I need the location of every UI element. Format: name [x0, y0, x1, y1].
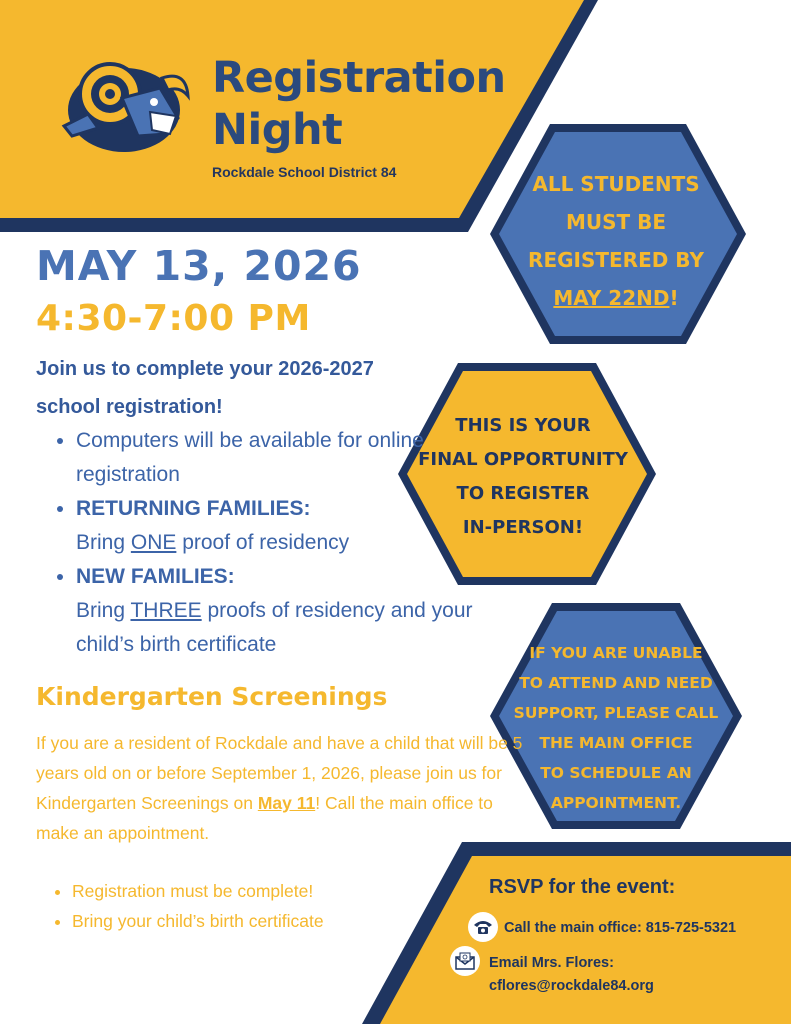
final-line-1: THIS IS YOUR [455, 415, 591, 436]
kindergarten-heading: Kindergarten Screenings [36, 682, 388, 711]
support-line-5: TO SCHEDULE AN [540, 764, 692, 782]
list-item: • Registration must be complete! [72, 876, 324, 906]
list-item [76, 560, 476, 662]
deadline-line-2: MUST BE [565, 210, 667, 234]
requirements-list [40, 424, 476, 662]
kindergarten-list [36, 876, 324, 936]
final-line-2: FINAL OPPORTUNITY [418, 449, 628, 470]
deadline-line-1: ALL STUDENTS [532, 172, 700, 196]
new-text-pre: Bring [76, 599, 131, 622]
district-name: Rockdale School District 84 [212, 164, 397, 180]
returning-families-label: RETURNING FAMILIES: [76, 497, 311, 520]
new-text-post: proofs of residency and your child’s birth certificate [76, 599, 473, 656]
returning-text-post: proof of residency [176, 531, 350, 554]
event-time: 4:30-7:00 PM [36, 298, 311, 339]
phone-icon [468, 912, 498, 942]
new-families-label: NEW FAMILIES: [76, 565, 235, 588]
returning-count: ONE [130, 531, 177, 554]
deadline-suffix: ! [669, 286, 679, 310]
final-opportunity-callout [418, 402, 628, 552]
kindergarten-text-post: ! Call the main office to make an appointment. [36, 793, 493, 843]
support-line-3: SUPPORT, PLEASE CALL [513, 704, 719, 722]
new-count: THREE [130, 599, 202, 622]
event-intro: Join us to complete your 2026-2027 school registration! [36, 358, 374, 418]
list-item: • Bring your child’s birth certificate [72, 906, 324, 936]
deadline-line-3: REGISTERED BY [528, 248, 704, 272]
phone-contact[interactable]: Call the main office: 815-725-5321 [504, 920, 737, 936]
ram-logo-icon [58, 56, 194, 156]
event-date: MAY 13, 2026 [36, 242, 362, 290]
page-title [212, 52, 506, 156]
support-callout [500, 632, 732, 824]
list-item [76, 492, 476, 560]
kindergarten-paragraph [36, 728, 526, 848]
email-label: Email Mrs. Flores: [489, 955, 614, 971]
title-line-1: Registration [212, 53, 506, 103]
support-line-2: TO ATTEND AND NEED [519, 674, 713, 692]
support-line-6: APPOINTMENT. [550, 794, 682, 812]
deadline-date: MAY 22ND [553, 286, 670, 310]
computers-text: Computers will be available for online registration [76, 429, 424, 486]
kindergarten-text-pre: If you are a resident of Rockdale and have a child that will be 5 years old on or before September 1, 2026, please join us for Kindergarten Screenings on [36, 733, 523, 813]
envelope-icon [450, 946, 480, 976]
support-line-4: THE MAIN OFFICE [539, 734, 693, 752]
title-line-2: Night [212, 105, 343, 155]
list-item [76, 424, 476, 492]
support-line-1: IF YOU ARE UNABLE [529, 644, 703, 662]
deadline-callout [505, 162, 727, 320]
returning-text-pre: Bring [76, 531, 131, 554]
final-line-4: IN-PERSON! [462, 517, 584, 538]
final-line-3: TO REGISTER [456, 483, 590, 504]
screening-date: May 11 [257, 793, 316, 813]
rsvp-heading: RSVP for the event: [489, 876, 676, 898]
email-address[interactable]: cflores@rockdale84.org [489, 978, 654, 994]
